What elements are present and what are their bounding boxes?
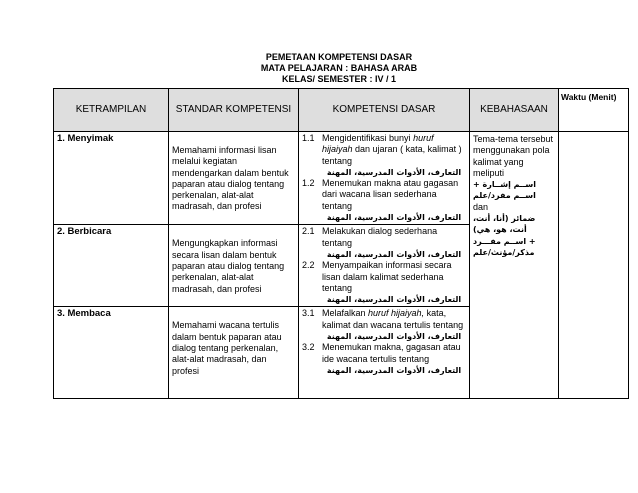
standar-cell: Memahami informasi lisan melalui kegiatan mendengarkan dalam bentuk paparan atau dialog tentang perkenalan, alat-alat madrasah, dan profesi xyxy=(169,132,299,225)
kd-arabic: التعارف، الأدوات المدرسية، المهنة xyxy=(326,365,462,375)
kd-text: Menemukan makna, gagasan atau ide wacana tertulis tentang xyxy=(322,342,461,364)
kd-italic: huruf hijaiyah, xyxy=(368,308,425,319)
col-header-waktu: Waktu (Menit) xyxy=(559,89,629,132)
waktu-cell xyxy=(559,132,629,399)
skill-label: Membaca xyxy=(67,308,111,320)
skill-cell xyxy=(54,307,169,399)
col-header-standar: STANDAR KOMPETENSI xyxy=(169,89,299,132)
skill-label: Berbicara xyxy=(67,226,112,238)
kd-item xyxy=(302,260,466,305)
kd-arabic: التعارف، الأدوات المدرسية، المهنة xyxy=(326,213,462,223)
title-line-2: MATA PELAJARAN : BAHASA ARAB xyxy=(260,63,418,73)
kd-item xyxy=(302,178,466,223)
kd-arabic: التعارف، الأدوات المدرسية، المهنة xyxy=(326,167,462,177)
kd-item xyxy=(302,133,466,178)
document-title xyxy=(0,52,638,85)
kd-item xyxy=(302,342,466,376)
kebahasaan-cell xyxy=(470,132,559,399)
kd-number: 2.2 xyxy=(302,260,315,271)
kd-cell xyxy=(299,132,470,225)
kebahasaan-arabic-3: + اســم مفـــرد مذكر/مؤنث/علم xyxy=(473,236,536,257)
kebahasaan-arabic-2: ضمائر (أنا، أنت، أنت، هو، هي) xyxy=(473,214,536,235)
title-line-3: KELAS/ SEMESTER : IV / 1 xyxy=(281,74,397,84)
kebahasaan-text: Tema-tema tersebut menggunakan pola kalimat yang meliputi xyxy=(473,134,554,178)
standar-cell: Mengungkapkan informasi secara lisan dalam bentuk paparan atau dialog tentang perkenalan, alat-alat madrasah, dan profesi xyxy=(169,225,299,307)
col-header-kebahasaan: KEBAHASAAN xyxy=(470,89,559,132)
kd-text-tail: kata, kalimat dan wacana tertulis tentang xyxy=(322,308,464,330)
skill-cell xyxy=(54,132,169,225)
col-header-kompetensi: KOMPETENSI DASAR xyxy=(299,89,470,132)
skill-cell xyxy=(54,225,169,307)
kd-italic: huruf hijaiyah xyxy=(322,133,434,155)
kd-arabic: التعارف، الأدوات المدرسية، المهنة xyxy=(326,332,462,342)
standar-cell: Memahami wacana tertulis dalam bentuk paparan atau dialog tentang perkenalan, alat-alat madrasah, dan profesi xyxy=(169,307,299,399)
kebahasaan-dan: dan xyxy=(473,201,489,212)
col-header-ketrampilan: KETRAMPILAN xyxy=(54,89,169,132)
kd-text: Menyampaikan informasi secara lisan dalam kalimat sederhana tentang xyxy=(322,260,452,293)
kd-text: Melafalkan xyxy=(322,308,369,319)
kd-number: 3.1 xyxy=(302,308,315,319)
kd-text: Menemukan makna atau gagasan dari wacana lisan sederhana tentang xyxy=(322,178,459,211)
title-line-1: PEMETAAN KOMPETENSI DASAR xyxy=(265,52,413,62)
kd-number: 2.1 xyxy=(302,226,315,237)
kd-number: 3.2 xyxy=(302,342,315,353)
kd-text: Mengidentifikasi bunyi xyxy=(322,133,414,143)
table-row xyxy=(54,132,629,225)
skill-label: Menyimak xyxy=(67,133,114,144)
competency-table xyxy=(53,88,629,399)
kd-arabic: التعارف، الأدوات المدرسية، المهنة xyxy=(326,249,462,259)
kd-number: 1.2 xyxy=(302,178,315,189)
skill-number: 2. xyxy=(57,226,65,238)
skill-number: 3. xyxy=(57,308,65,320)
skill-number: 1. xyxy=(57,133,65,144)
kd-item xyxy=(302,308,466,342)
kebahasaan-arabic-1: اســم إشــارة + اســم مفرد/علم xyxy=(473,180,537,201)
kd-text-tail: dan ujaran ( kata, kalimat ) tentang xyxy=(322,144,462,166)
kd-cell xyxy=(299,307,470,399)
table-header-row xyxy=(54,89,629,132)
kd-arabic: التعارف، الأدوات المدرسية، المهنة xyxy=(326,295,462,305)
kd-item xyxy=(302,226,466,260)
kd-text: Melakukan dialog sederhana tentang xyxy=(322,226,438,248)
kd-number: 1.1 xyxy=(302,133,315,143)
kd-cell xyxy=(299,225,470,307)
